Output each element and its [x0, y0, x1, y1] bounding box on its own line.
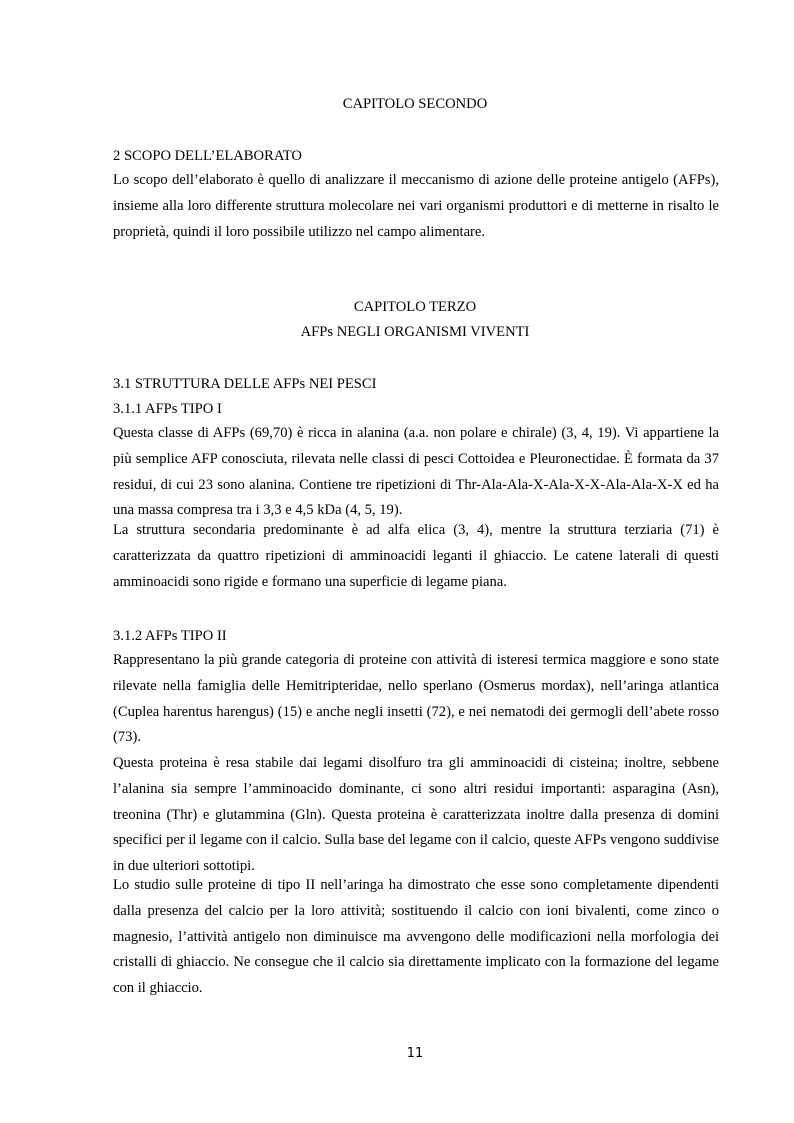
subsection-3-1-1-paragraph-2: La struttura secondaria predominante è ad alfa elica (3, 4), mentre la struttura terziaria (71) è caratterizzata da quattro ripetizioni di amminoacidi leganti il ghiaccio. Le catene laterali di questi amminoacidi sono rigide e formano una superficie di legame piana.	[113, 522, 719, 590]
chapter-3-title: CAPITOLO TERZO	[353, 299, 477, 315]
subsection-3-1-2-paragraph-3: Lo studio sulle proteine di tipo II nell’aringa ha dimostrato che esse sono completamente dipendenti dalla presenza del calcio per la loro attività; sostituendo il calcio con ioni bivalenti, come zinco o magnesio, l’attività antigelo non diminuisce ma avvengono delle modificazioni nella morfologia dei cristalli di ghiaccio. Ne consegue che il calcio sia direttamente implicato con la formazione del legame con il ghiaccio.	[113, 877, 719, 997]
subsection-3-1-2-heading: 3.1.2 AFPs TIPO II	[113, 628, 227, 644]
subsection-3-1-2-paragraph-1: Rappresentano la più grande categoria di proteine con attività di isteresi termica maggiore e sono state rilevate nella famiglia delle Hemitripteridae, nello sperlano (Osmerus mordax), nell’aringa atlantica (Cuplea harentus harengus) (15) e anche negli insetti (72), e nei nematodi dei germogli dell’abete rosso (73).	[113, 652, 719, 746]
subsection-3-1-1-heading: 3.1.1 AFPs TIPO I	[113, 401, 222, 417]
chapter-2-paragraph: Lo scopo dell’elaborato è quello di analizzare il meccanismo di azione delle proteine antigelo (AFPs), insieme alla loro differente struttura molecolare nei vari organismi produttori e di metterne in risalto le proprietà, quindi il loro possibile utilizzo nel campo alimentare.	[113, 172, 719, 240]
subsection-3-1-1-paragraph-1: Questa classe di AFPs (69,70) è ricca in alanina (a.a. non polare e chirale) (3, 4, 19). Vi appartiene la più semplice AFP conosciuta, rilevata nelle classi di pesci Cottoidea e Pleuronectidae. È formata da 37 residui, di cui 23 sono alanina. Contiene tre ripetizioni di Thr-Ala-Ala-X-Ala-X-X-Ala-Ala-X-X ed ha una massa compresa tra i 3,3 e 4,5 kDa (4, 5, 19).	[113, 425, 719, 519]
subsection-3-1-2-paragraph-2: Questa proteina è resa stabile dai legami disolfuro tra gli amminoacidi di cisteina; inoltre, sebbene l’alanina sia sempre l’amminoacido dominante, ci sono altri residui importanti: asparagina (Asn), treonina (Thr) e glutammina (Gln). Questa proteina è caratterizzata inoltre dalla presenza di domini specifici per il legame con il calcio. Sulla base del legame con il calcio, queste AFPs vengono suddivise in due ulteriori sottotipi.	[113, 755, 719, 875]
chapter-2-title: CAPITOLO SECONDO	[342, 96, 488, 112]
section-3-1-heading: 3.1 STRUTTURA DELLE AFPs NEI PESCI	[113, 376, 377, 392]
chapter-2-heading: 2 SCOPO DELL’ELABORATO	[113, 148, 302, 164]
page-number: 11	[406, 1046, 424, 1061]
chapter-3-subtitle: AFPs NEGLI ORGANISMI VIVENTI	[300, 324, 530, 340]
